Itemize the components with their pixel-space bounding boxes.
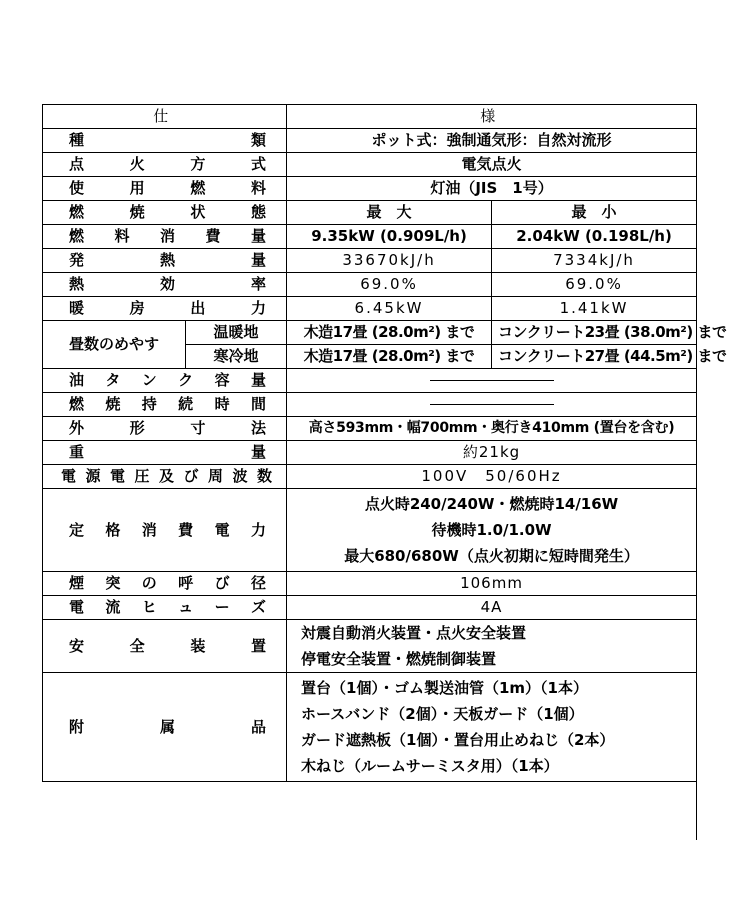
label-char: 燃 xyxy=(69,227,85,245)
label-char: 式 xyxy=(250,155,266,173)
value-heat-output-min: 7334kJ/h xyxy=(492,249,697,273)
label-char: 形 xyxy=(129,419,145,437)
label-ignition xyxy=(43,153,287,177)
rated-power-line-2: 待機時1.0/1.0W xyxy=(431,521,552,539)
value-efficiency-min: 69.0% xyxy=(492,273,697,297)
label-char: 属 xyxy=(160,717,176,736)
value-fuel: 灯油（JIS 1号） xyxy=(287,177,697,201)
dash-mark xyxy=(430,404,554,405)
value-safety xyxy=(287,620,697,673)
value-tank xyxy=(287,369,697,393)
dash-mark xyxy=(430,380,554,381)
label-char: 料 xyxy=(250,179,266,197)
label-burn-time xyxy=(43,393,287,417)
row-burn-time xyxy=(43,393,697,417)
label-char: 量 xyxy=(250,371,266,389)
label-warm-region: 温暖地 xyxy=(186,321,287,345)
label-char: 量 xyxy=(251,227,267,245)
accessories-line-4: 木ねじ（ルームサーミスタ用）（1本） xyxy=(301,757,559,775)
row-efficiency xyxy=(43,273,697,297)
value-combustion-max: 最 大 xyxy=(287,201,492,225)
label-char: 態 xyxy=(250,203,266,221)
label-fuel xyxy=(43,177,287,201)
label-char: 率 xyxy=(251,275,267,293)
label-weight xyxy=(43,441,287,465)
value-power-supply: 100V 50/60Hz xyxy=(287,465,697,489)
label-char: 及 xyxy=(159,467,175,485)
label-char: 電 xyxy=(110,467,126,485)
accessories-line-3: ガード遮熱板（1個）・置台用止めねじ（2本） xyxy=(301,731,615,749)
label-fuse xyxy=(43,596,287,620)
row-fuse xyxy=(43,596,697,620)
label-char: 安 xyxy=(69,636,85,655)
label-char: 波 xyxy=(232,467,248,485)
label-char: 熱 xyxy=(69,275,85,293)
label-char: 油 xyxy=(69,371,85,389)
value-ignition: 電気点火 xyxy=(287,153,697,177)
label-char: 置 xyxy=(250,636,266,655)
rated-power-line-3: 最大680/680W（点火初期に短時間発生） xyxy=(344,547,639,565)
row-room-size-warm xyxy=(43,321,697,345)
rated-power-line-1: 点火時240/240W・燃焼時14/16W xyxy=(364,495,619,513)
label-char: 効 xyxy=(160,275,176,293)
label-char: 法 xyxy=(250,419,266,437)
label-room-size: 畳数のめやす xyxy=(43,321,186,369)
row-flue xyxy=(43,572,697,596)
row-heating-output xyxy=(43,297,697,321)
label-char: び xyxy=(183,467,199,485)
value-fuse: 4A xyxy=(287,596,697,620)
row-accessories xyxy=(43,673,697,782)
label-char: 周 xyxy=(208,467,224,485)
value-efficiency-max: 69.0% xyxy=(287,273,492,297)
label-char: 火 xyxy=(129,155,145,173)
spec-table xyxy=(42,104,727,782)
label-char: タ xyxy=(105,371,121,389)
label-char: ヒ xyxy=(141,598,157,616)
label-char: 房 xyxy=(129,299,145,317)
value-cold-concrete: コンクリート27畳 (44.5m²) まで xyxy=(492,345,697,369)
table-header xyxy=(43,105,697,129)
label-char: 附 xyxy=(69,717,85,736)
label-tank xyxy=(43,369,287,393)
label-char: 燃 xyxy=(190,179,206,197)
value-rated-power xyxy=(287,489,697,572)
label-char: 呼 xyxy=(178,574,194,592)
label-char: 消 xyxy=(141,520,157,539)
row-power-supply xyxy=(43,465,697,489)
value-heating-output-min: 1.41kW xyxy=(492,297,697,321)
label-power-supply xyxy=(43,465,287,489)
label-char: の xyxy=(141,574,157,592)
value-heating-output-max: 6.45kW xyxy=(287,297,492,321)
label-heating-output xyxy=(43,297,287,321)
value-weight: 約21kg xyxy=(287,441,697,465)
row-fuel xyxy=(43,177,697,201)
label-char: 煙 xyxy=(69,574,85,592)
label-char: 消 xyxy=(160,227,176,245)
label-char: 燃 xyxy=(69,395,85,413)
row-combustion-state xyxy=(43,201,697,225)
label-char: 源 xyxy=(85,467,101,485)
header-left: 仕 xyxy=(43,105,287,129)
value-flue: 106mm xyxy=(287,572,697,596)
row-kind xyxy=(43,129,697,153)
label-char: 出 xyxy=(190,299,206,317)
row-ignition xyxy=(43,153,697,177)
label-char: 数 xyxy=(257,467,273,485)
label-char: ー xyxy=(214,598,230,616)
label-char: 燃 xyxy=(69,203,85,221)
value-heat-output-max: 33670kJ/h xyxy=(287,249,492,273)
value-warm-wood: 木造17畳 (28.0m²) まで xyxy=(287,321,492,345)
row-safety xyxy=(43,620,697,673)
label-flue xyxy=(43,572,287,596)
label-char: 量 xyxy=(251,443,267,461)
label-efficiency xyxy=(43,273,287,297)
label-char: 点 xyxy=(69,155,85,173)
label-char: 種 xyxy=(69,131,85,149)
label-char: 全 xyxy=(129,636,145,655)
label-char: 品 xyxy=(251,717,267,736)
row-rated-power xyxy=(43,489,697,572)
label-char: 続 xyxy=(178,395,194,413)
row-tank xyxy=(43,369,697,393)
accessories-line-1: 置台（1個）・ゴム製送油管（1m）（1本） xyxy=(301,679,588,697)
label-char: 電 xyxy=(69,598,85,616)
accessories-line-2: ホースバンド（2個）・天板ガード（1個） xyxy=(301,705,584,723)
value-fuel-consumption-max: 9.35kW (0.909L/h) xyxy=(287,225,492,249)
label-char: 間 xyxy=(250,395,266,413)
label-safety xyxy=(43,620,287,673)
label-cold-region: 寒冷地 xyxy=(186,345,287,369)
row-dimensions xyxy=(43,417,697,441)
label-char: 容 xyxy=(214,371,230,389)
label-char: 流 xyxy=(105,598,121,616)
label-char: 発 xyxy=(69,251,85,269)
label-char: 暖 xyxy=(69,299,85,317)
label-char: 熱 xyxy=(160,251,176,269)
label-char: 費 xyxy=(205,227,221,245)
value-fuel-consumption-min: 2.04kW (0.198L/h) xyxy=(492,225,697,249)
value-accessories xyxy=(287,673,697,782)
row-heat-output xyxy=(43,249,697,273)
label-char: 力 xyxy=(250,299,266,317)
label-kind xyxy=(43,129,287,153)
label-char: 重 xyxy=(69,443,85,461)
label-char: 焼 xyxy=(105,395,121,413)
value-kind: ポット式：強制通気形：自然対流形 xyxy=(287,129,697,153)
label-char: ズ xyxy=(250,598,266,616)
value-burn-time xyxy=(287,393,697,417)
label-char: ク xyxy=(178,371,194,389)
value-warm-concrete: コンクリート23畳 (38.0m²) まで xyxy=(492,321,697,345)
label-char: 突 xyxy=(105,574,121,592)
label-char: 圧 xyxy=(134,467,150,485)
value-cold-wood: 木造17畳 (28.0m²) まで xyxy=(287,345,492,369)
label-char: 焼 xyxy=(129,203,145,221)
label-char: 径 xyxy=(250,574,266,592)
row-fuel-consumption xyxy=(43,225,697,249)
label-fuel-consumption xyxy=(43,225,287,249)
label-combustion-state xyxy=(43,201,287,225)
label-char: 状 xyxy=(190,203,206,221)
header-right: 様 xyxy=(287,105,697,129)
row-weight xyxy=(43,441,697,465)
label-char: 寸 xyxy=(190,419,206,437)
safety-line-2: 停電安全装置・燃焼制御装置 xyxy=(301,650,497,668)
label-char: 電 xyxy=(61,467,77,485)
label-rated-power xyxy=(43,489,287,572)
label-char: 方 xyxy=(190,155,206,173)
label-char: 定 xyxy=(69,520,85,539)
label-char: 電 xyxy=(214,520,230,539)
label-char: び xyxy=(214,574,230,592)
label-heat-output xyxy=(43,249,287,273)
label-char: 持 xyxy=(141,395,157,413)
label-dimensions xyxy=(43,417,287,441)
label-char: 格 xyxy=(105,520,121,539)
label-char: 量 xyxy=(251,251,267,269)
label-char: 類 xyxy=(251,131,267,149)
value-dimensions: 高さ593mm・幅700mm・奥行き410mm (置台を含む) xyxy=(287,417,697,441)
label-char: 装 xyxy=(190,636,206,655)
label-char: 料 xyxy=(114,227,130,245)
label-char: ュ xyxy=(178,598,194,616)
value-combustion-min: 最 小 xyxy=(492,201,697,225)
label-char: 費 xyxy=(178,520,194,539)
label-char: ン xyxy=(141,371,157,389)
label-char: 時 xyxy=(214,395,230,413)
safety-line-1: 対震自動消火装置・点火安全装置 xyxy=(301,624,527,642)
label-char: 外 xyxy=(69,419,85,437)
label-char: 使 xyxy=(69,179,85,197)
label-char: 力 xyxy=(250,520,266,539)
label-char: 用 xyxy=(129,179,145,197)
label-accessories xyxy=(43,673,287,782)
